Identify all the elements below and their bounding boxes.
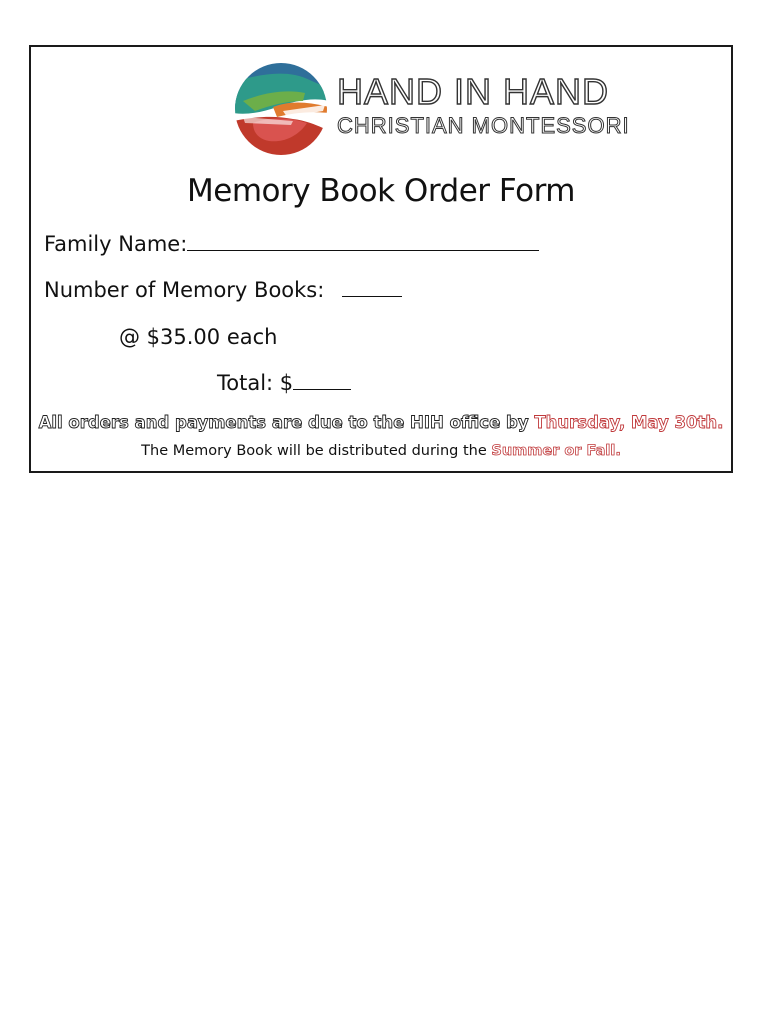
total-label: Total: $ [217, 371, 294, 395]
logo-title: HAND IN HAND [337, 71, 610, 112]
school-logo [233, 61, 630, 161]
total-field [217, 371, 351, 395]
hands-logo-icon [233, 61, 329, 157]
distribution-notice [31, 443, 731, 459]
distribution-text: The Memory Book will be distributed during the [141, 443, 492, 459]
payment-deadline: Thursday, May 30th. [534, 413, 724, 432]
logo-subtitle: CHRISTIAN MONTESSORI [337, 113, 630, 138]
number-of-books-field [44, 278, 402, 302]
number-of-books-blank[interactable] [342, 278, 402, 297]
distribution-season: Summer or Fall. [491, 443, 621, 459]
family-name-blank[interactable] [187, 232, 539, 251]
price-each: @ $35.00 each [119, 325, 278, 349]
payment-notice-text: All orders and payments are due to the HIH office by [38, 413, 535, 432]
family-name-label: Family Name: [44, 232, 188, 256]
total-blank[interactable] [293, 371, 351, 390]
number-of-books-label: Number of Memory Books: [44, 278, 325, 302]
order-form [29, 45, 733, 473]
payment-notice [31, 413, 731, 432]
family-name-field [44, 232, 539, 256]
form-title: Memory Book Order Form [187, 173, 575, 209]
